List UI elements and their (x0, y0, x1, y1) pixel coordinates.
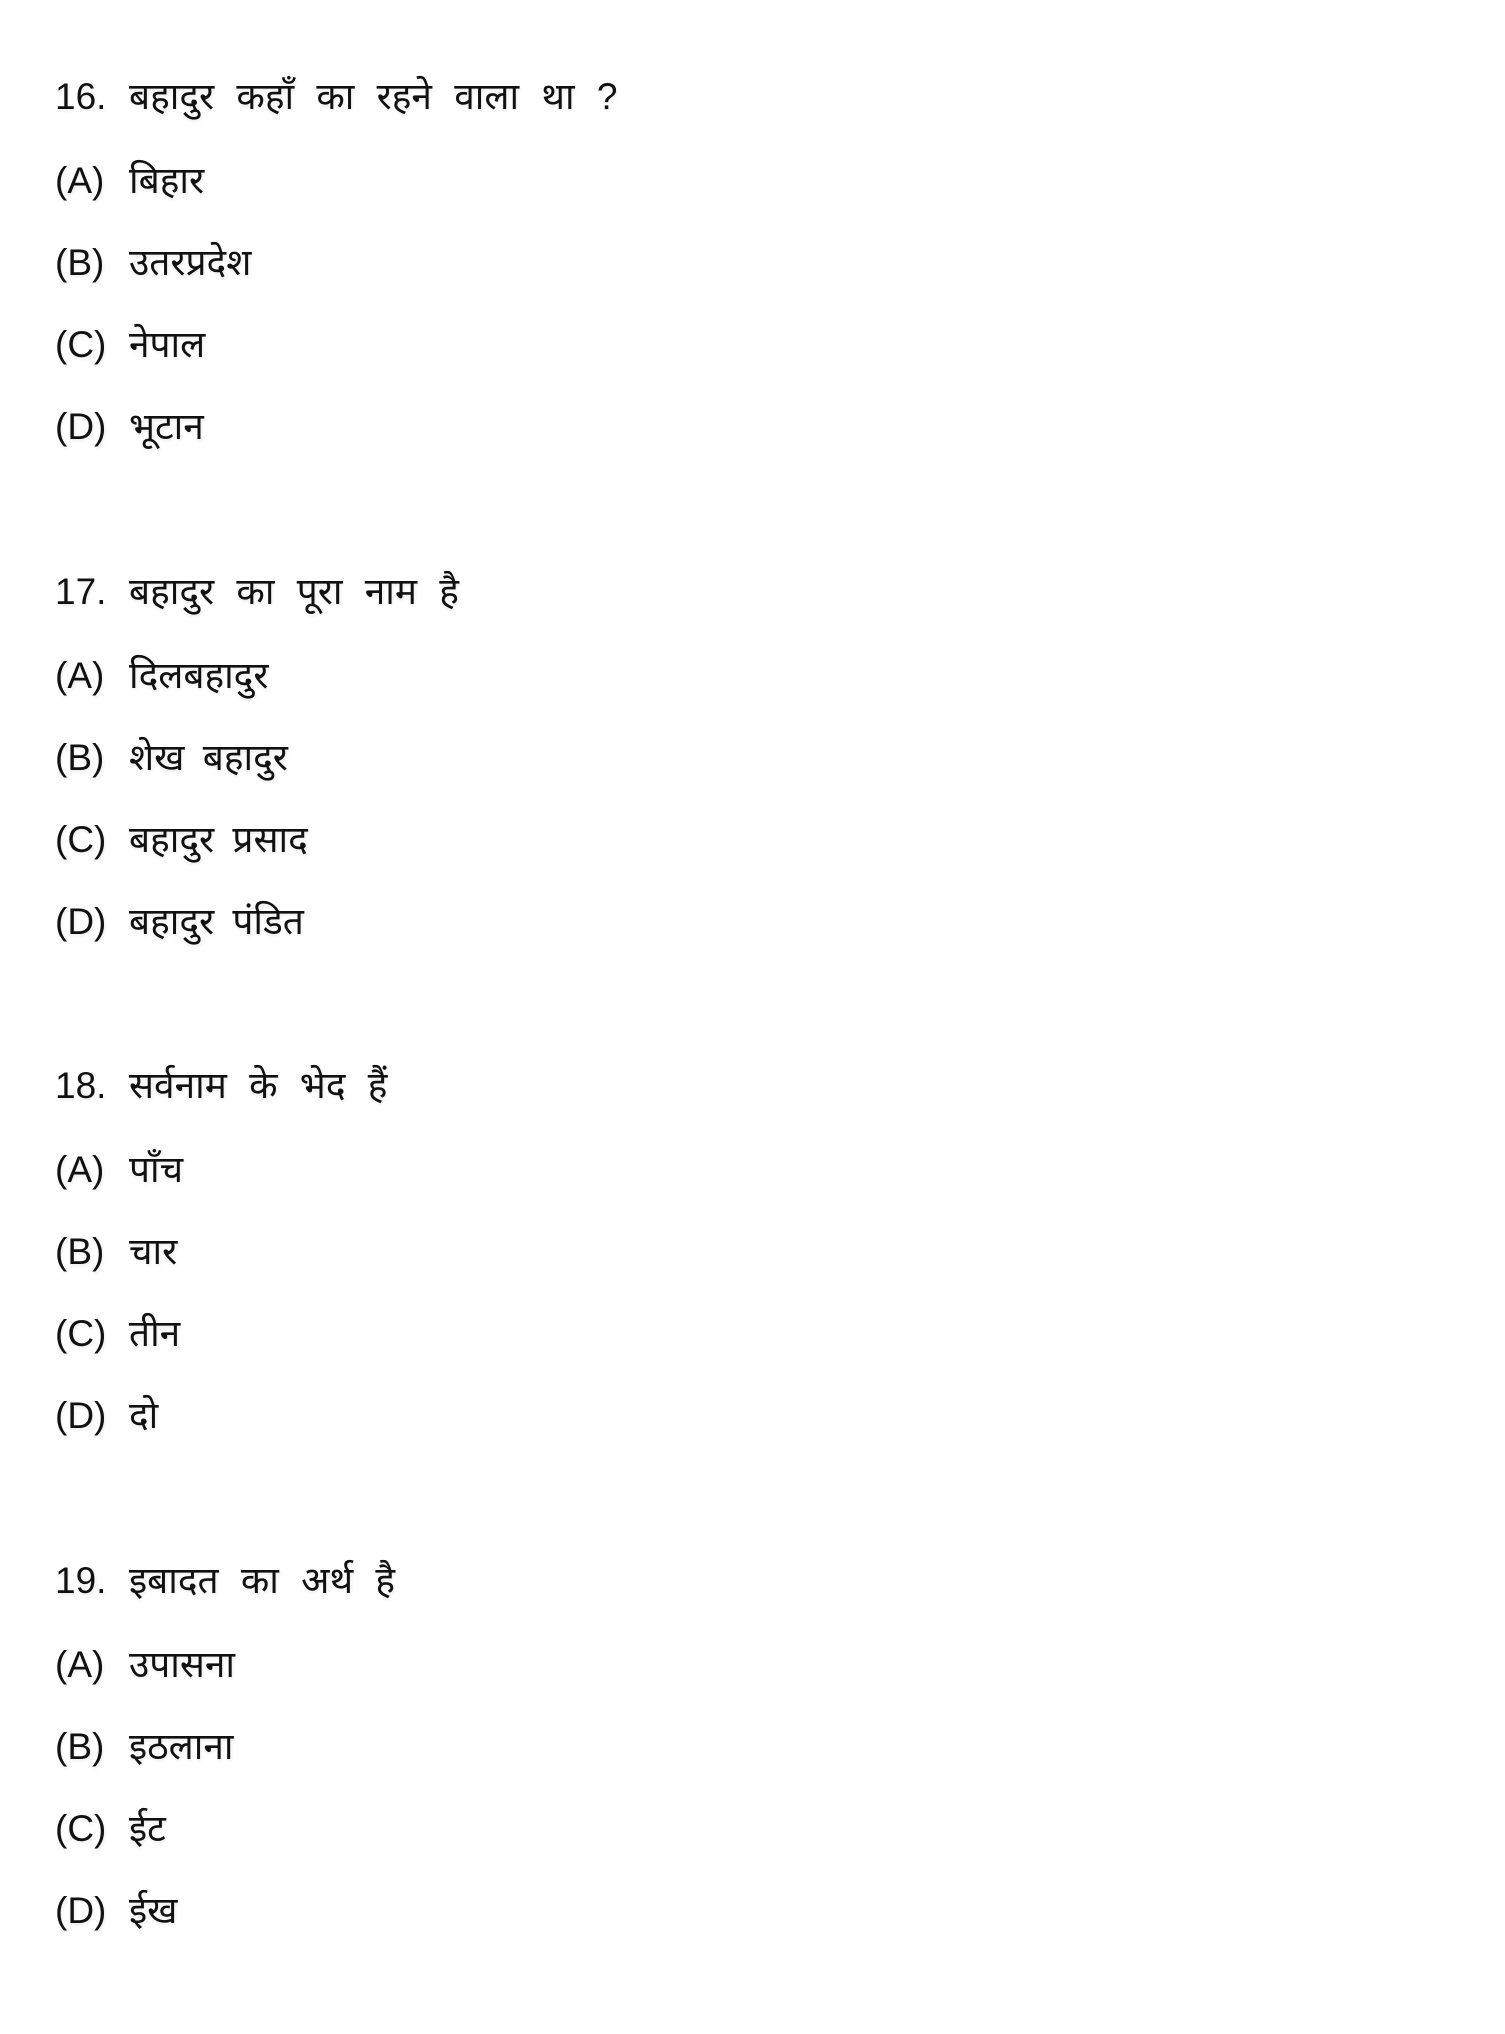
question-text: इबादत का अर्थ है (129, 1560, 396, 1601)
option-d[interactable] (55, 402, 204, 452)
option-a[interactable] (55, 1640, 235, 1690)
option-b[interactable] (55, 238, 251, 288)
option-text: उपासना (129, 1644, 236, 1685)
option-label: (D) (55, 901, 107, 942)
option-text: दो (129, 1395, 159, 1436)
question-line (55, 1556, 395, 1606)
option-b[interactable] (55, 1227, 177, 1277)
option-c[interactable] (55, 815, 308, 865)
option-label: (A) (55, 655, 105, 696)
option-label: (C) (55, 1808, 107, 1849)
option-a[interactable] (55, 156, 204, 206)
option-label: (D) (55, 1890, 107, 1931)
question-text: बहादुर कहाँ का रहने वाला था ? (129, 76, 618, 117)
option-text: शेख बहादुर (129, 737, 288, 778)
question-number: 16. (55, 76, 107, 117)
option-label: (C) (55, 1313, 107, 1354)
option-a[interactable] (55, 1145, 183, 1195)
question-number: 17. (55, 571, 107, 612)
option-label: (C) (55, 324, 107, 365)
option-text: नेपाल (129, 324, 206, 365)
option-d[interactable] (55, 1886, 177, 1936)
option-label: (D) (55, 406, 107, 447)
option-label: (B) (55, 1231, 105, 1272)
option-a[interactable] (55, 651, 268, 701)
option-label: (A) (55, 1644, 105, 1685)
option-label: (C) (55, 819, 107, 860)
option-text: भूटान (129, 406, 204, 447)
option-text: ईख (129, 1890, 178, 1931)
option-c[interactable] (55, 1309, 180, 1359)
option-label: (A) (55, 1149, 105, 1190)
option-d[interactable] (55, 897, 304, 947)
option-b[interactable] (55, 1722, 233, 1772)
option-text: बिहार (129, 160, 205, 201)
option-text: इठलाना (129, 1726, 234, 1767)
option-text: ईट (129, 1808, 166, 1849)
option-text: दिलबहादुर (129, 655, 269, 696)
question-text: बहादुर का पूरा नाम है (129, 571, 459, 612)
option-label: (B) (55, 242, 105, 283)
question-line (55, 1061, 387, 1111)
option-b[interactable] (55, 733, 288, 783)
option-text: बहादुर पंडित (129, 901, 304, 942)
option-text: तीन (129, 1313, 181, 1354)
option-text: पाँच (129, 1149, 184, 1190)
question-number: 19. (55, 1560, 107, 1601)
option-text: चार (129, 1231, 178, 1272)
question-number: 18. (55, 1065, 107, 1106)
option-c[interactable] (55, 320, 205, 370)
option-label: (D) (55, 1395, 107, 1436)
question-text: सर्वनाम के भेद हैं (129, 1065, 388, 1106)
option-text: उतरप्रदेश (129, 242, 252, 283)
option-c[interactable] (55, 1804, 166, 1854)
question-line (55, 72, 617, 122)
option-label: (A) (55, 160, 105, 201)
option-label: (B) (55, 1726, 105, 1767)
option-label: (B) (55, 737, 105, 778)
option-text: बहादुर प्रसाद (129, 819, 308, 860)
option-d[interactable] (55, 1391, 158, 1441)
question-line (55, 567, 459, 617)
